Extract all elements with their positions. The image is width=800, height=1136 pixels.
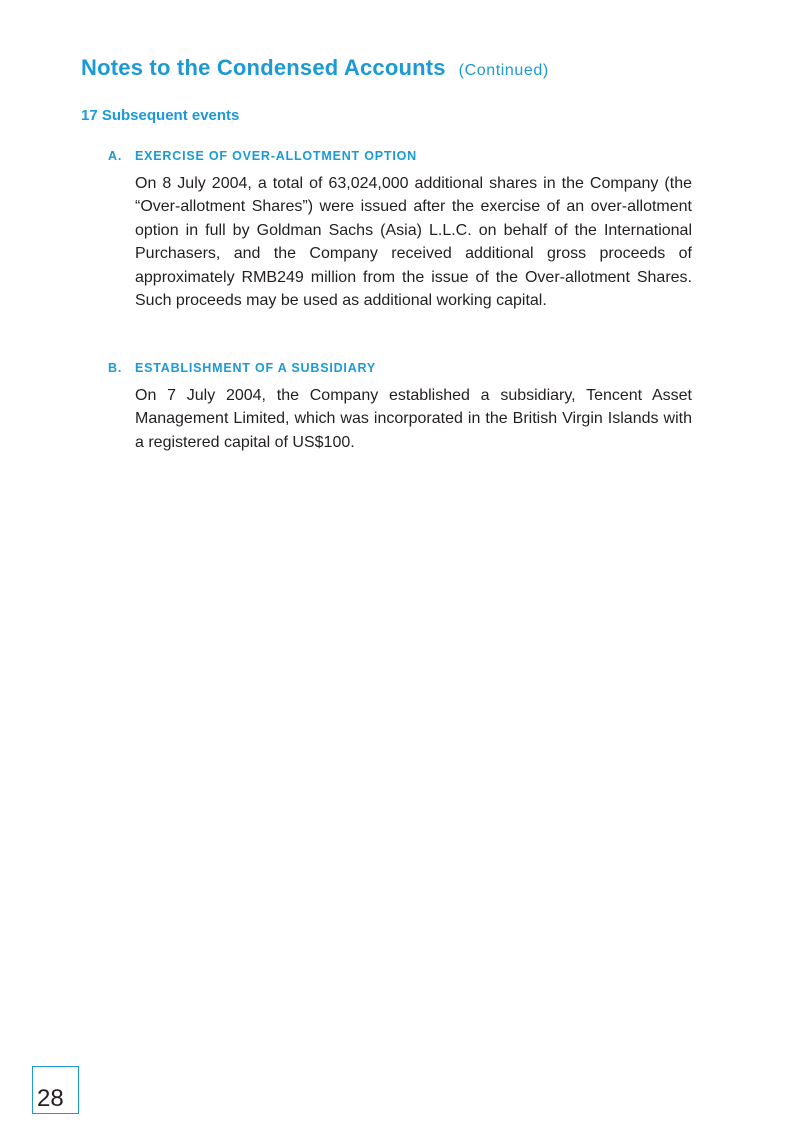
subsection-heading-text: EXERCISE OF OVER-ALLOTMENT OPTION	[135, 149, 417, 163]
page-title-text: Notes to the Condensed Accounts	[81, 55, 446, 80]
continued-label: (Continued)	[458, 62, 549, 79]
subsection-subsidiary	[108, 358, 692, 454]
subsection-body: On 8 July 2004, a total of 63,024,000 additional shares in the Company (the “Over-allotment Shares”) were issued after the exercise of an over-allotment option in full by Goldman Sachs (Asia) L.L.C. on behalf of the International Purchasers, and the Company received additional gross proceeds of approximately RMB249 million from the issue of the Over-allotment Shares. Such proceeds may be used as additional working capital.	[135, 175, 692, 310]
section-heading: 17 Subsequent events	[81, 107, 240, 124]
subsection-over-allotment	[108, 146, 692, 312]
subsection-heading-text: ESTABLISHMENT OF A SUBSIDIARY	[135, 361, 377, 375]
subsection-letter: A.	[108, 149, 123, 163]
subsection-letter: B.	[108, 361, 123, 375]
subsection-heading	[108, 358, 692, 378]
subsection-body: On 7 July 2004, the Company established a subsidiary, Tencent Asset Management Limited, which was incorporated in the British Virgin Islands with a registered capital of US$100.	[135, 387, 692, 451]
page-number: 28	[37, 1085, 64, 1112]
page-title	[81, 49, 549, 86]
page-number-box	[32, 1066, 79, 1114]
subsection-heading	[108, 146, 692, 166]
